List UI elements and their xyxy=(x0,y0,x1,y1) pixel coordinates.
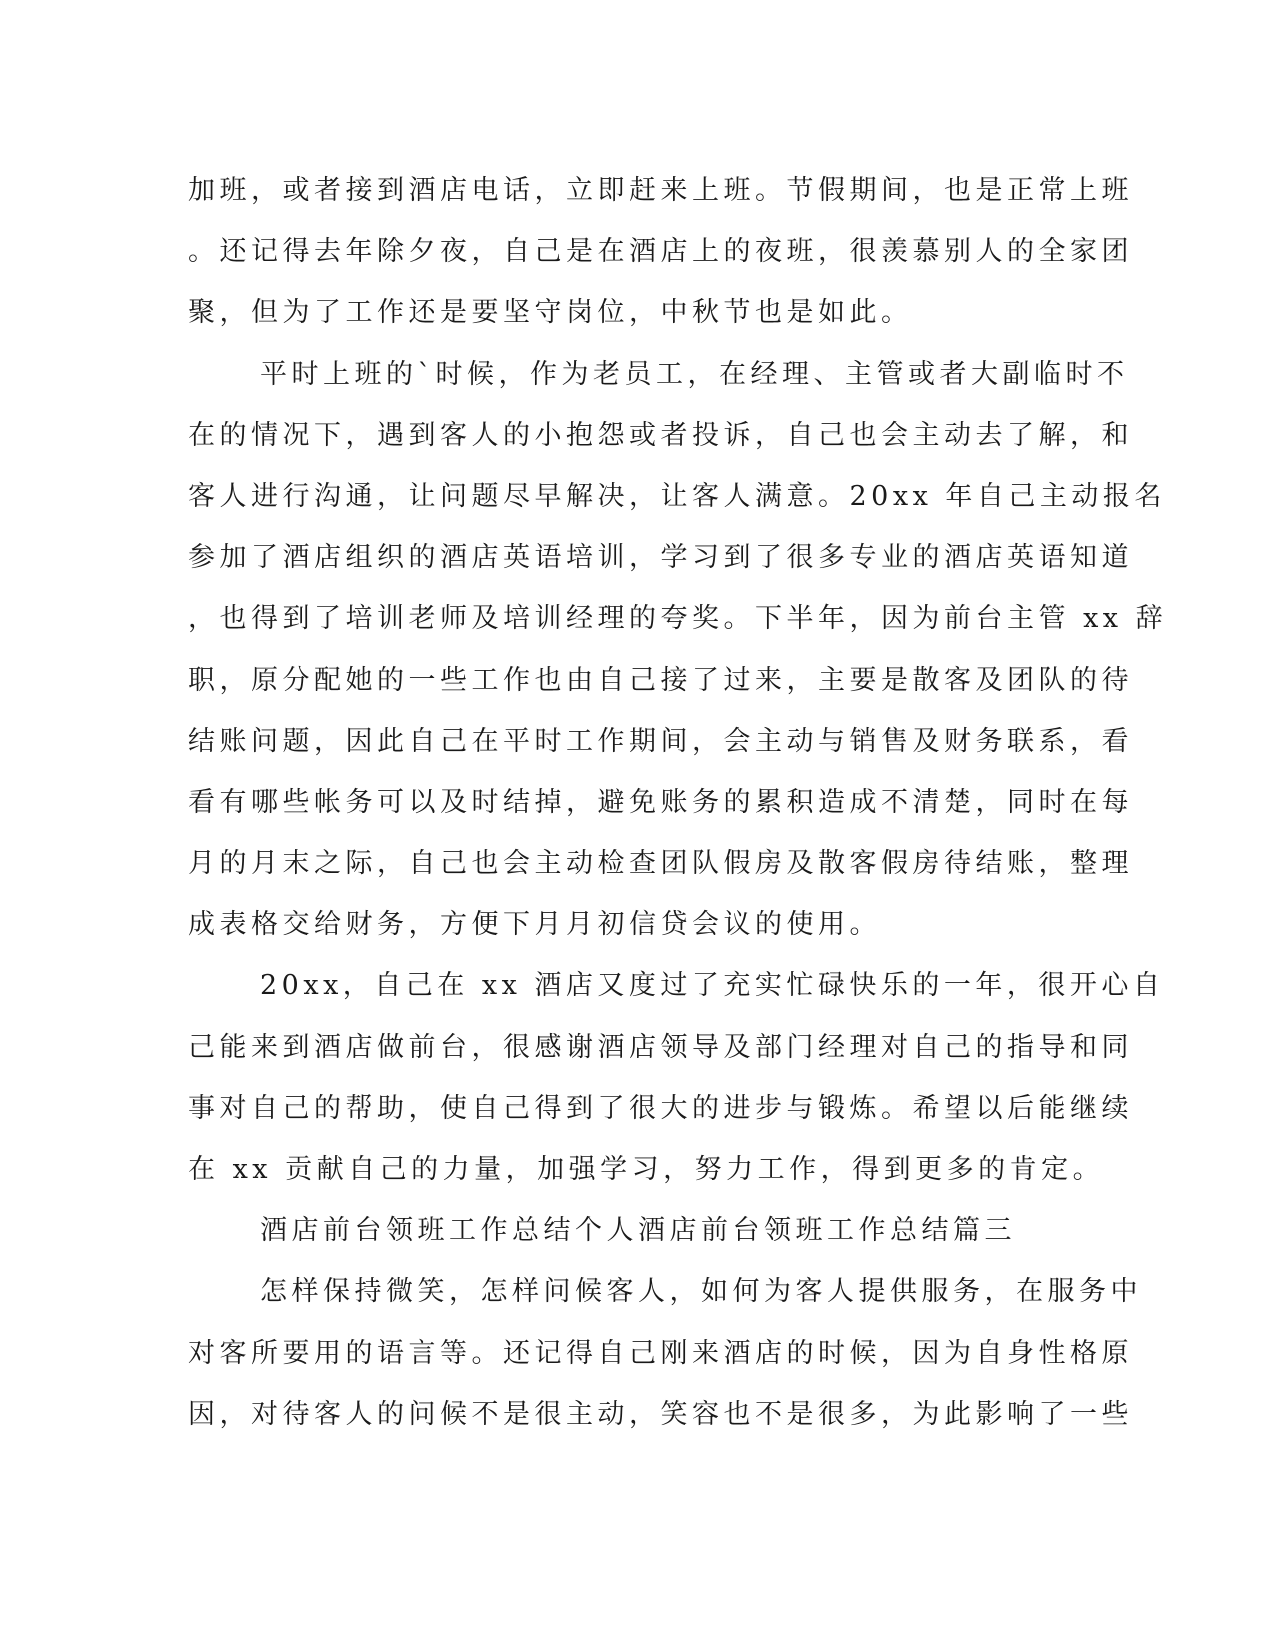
text-line: 在 xx 贡献自己的力量，加强学习，努力工作，得到更多的肯定。 xyxy=(188,1154,1105,1185)
text-line: 参加了酒店组织的酒店英语培训，学习到了很多专业的酒店英语知道 xyxy=(188,542,1133,574)
text-line: 客人进行沟通，让问题尽早解决，让客人满意。20xx 年自己主动报名 xyxy=(188,480,1166,512)
text-line: 成表格交给财务，方便下月月初信贷会议的使用。 xyxy=(188,909,881,941)
text-line: 看有哪些帐务可以及时结掉，避免账务的累积造成不清楚，同时在每 xyxy=(188,786,1133,818)
text-line: 己能来到酒店做前台，很感谢酒店领导及部门经理对自己的指导和同 xyxy=(188,1031,1133,1063)
paragraph-first-line: 平时上班的`时候，作为老员工，在经理、主管或者大副临时不 xyxy=(260,358,1129,390)
text-line: 因，对待客人的问候不是很主动，笑容也不是很多，为此影响了一些 xyxy=(188,1398,1133,1430)
paragraph-first-line: 20xx，自己在 xx 酒店又度过了充实忙碌快乐的一年，很开心自 xyxy=(260,970,1165,1002)
paragraph-first-line: 怎样保持微笑，怎样问候客人，如何为客人提供服务，在服务中 xyxy=(260,1276,1142,1308)
document-body xyxy=(188,160,1168,1445)
text-line: 职，原分配她的一些工作也由自己接了过来，主要是散客及团队的待 xyxy=(188,664,1133,696)
section-heading: 酒店前台领班工作总结个人酒店前台领班工作总结篇三 xyxy=(260,1215,1016,1247)
text-line: 月的月末之际，自己也会主动检查团队假房及散客假房待结账，整理 xyxy=(188,848,1133,880)
text-line: 事对自己的帮助，使自己得到了很大的进步与锻炼。希望以后能继续 xyxy=(188,1092,1133,1124)
text-line: 结账问题，因此自己在平时工作期间，会主动与销售及财务联系，看 xyxy=(188,725,1133,757)
text-line: 。还记得去年除夕夜，自己是在酒店上的夜班，很羡慕别人的全家团 xyxy=(188,236,1133,268)
text-line: 加班，或者接到酒店电话，立即赶来上班。节假期间，也是正常上班 xyxy=(188,175,1133,206)
text-line: ，也得到了培训老师及培训经理的夸奖。下半年，因为前台主管 xx 辞 xyxy=(188,603,1168,635)
text-line: 聚，但为了工作还是要坚守岗位，中秋节也是如此。 xyxy=(188,297,913,329)
text-line: 对客所要用的语言等。还记得自己刚来酒店的时候，因为自身性格原 xyxy=(188,1337,1133,1369)
text-line: 在的情况下，遇到客人的小抱怨或者投诉，自己也会主动去了解，和 xyxy=(188,419,1133,451)
